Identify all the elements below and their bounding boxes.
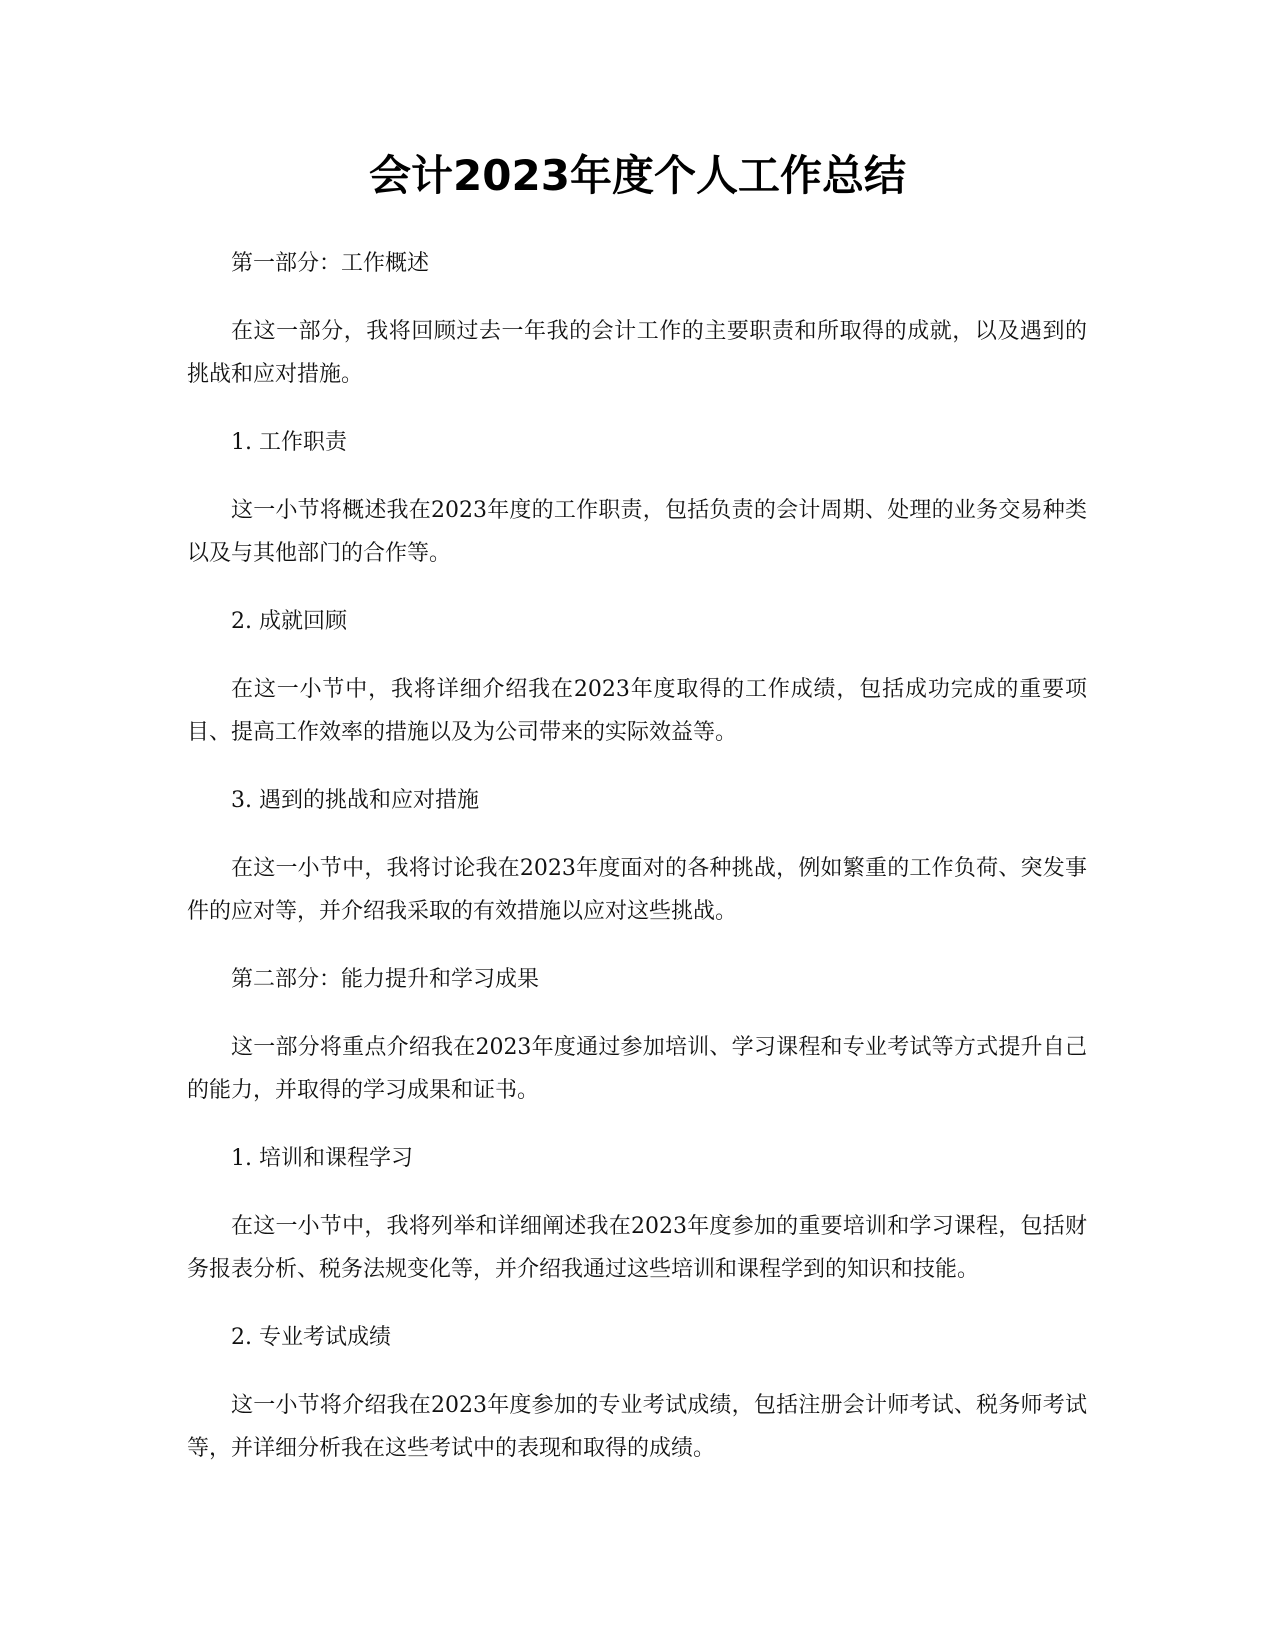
paragraph-training: 在这一小节中，我将列举和详细阐述我在2023年度参加的重要培训和学习课程，包括财务报表分析、税务法规变化等，并介绍我通过这些培训和课程学到的知识和技能。 bbox=[187, 1214, 1087, 1282]
document-body bbox=[187, 242, 1087, 1495]
paragraph-duties: 这一小节将概述我在2023年度的工作职责，包括负责的会计周期、处理的业务交易种类以及与其他部门的合作等。 bbox=[187, 498, 1087, 566]
subheading-achievements: 2. 成就回顾 bbox=[231, 609, 347, 634]
subheading-exams: 2. 专业考试成绩 bbox=[231, 1325, 391, 1350]
subheading-training: 1. 培训和课程学习 bbox=[231, 1146, 413, 1171]
document-title: 会计2023年度个人工作总结 bbox=[369, 151, 906, 200]
paragraph-learning: 这一部分将重点介绍我在2023年度通过参加培训、学习课程和专业考试等方式提升自己的能力，并取得的学习成果和证书。 bbox=[187, 1035, 1087, 1103]
section-heading-part-one: 第一部分：工作概述 bbox=[231, 251, 430, 276]
section-heading-part-two: 第二部分：能力提升和学习成果 bbox=[231, 967, 540, 992]
paragraph-achievements: 在这一小节中，我将详细介绍我在2023年度取得的工作成绩，包括成功完成的重要项目、提高工作效率的措施以及为公司带来的实际效益等。 bbox=[187, 677, 1087, 745]
subheading-duties: 1. 工作职责 bbox=[231, 430, 347, 455]
paragraph-overview: 在这一部分，我将回顾过去一年我的会计工作的主要职责和所取得的成就，以及遇到的挑战和应对措施。 bbox=[187, 319, 1087, 387]
paragraph-exams: 这一小节将介绍我在2023年度参加的专业考试成绩，包括注册会计师考试、税务师考试等，并详细分析我在这些考试中的表现和取得的成绩。 bbox=[187, 1393, 1087, 1461]
subheading-challenges: 3. 遇到的挑战和应对措施 bbox=[231, 788, 479, 813]
paragraph-challenges: 在这一小节中，我将讨论我在2023年度面对的各种挑战，例如繁重的工作负荷、突发事件的应对等，并介绍我采取的有效措施以应对这些挑战。 bbox=[187, 856, 1087, 924]
